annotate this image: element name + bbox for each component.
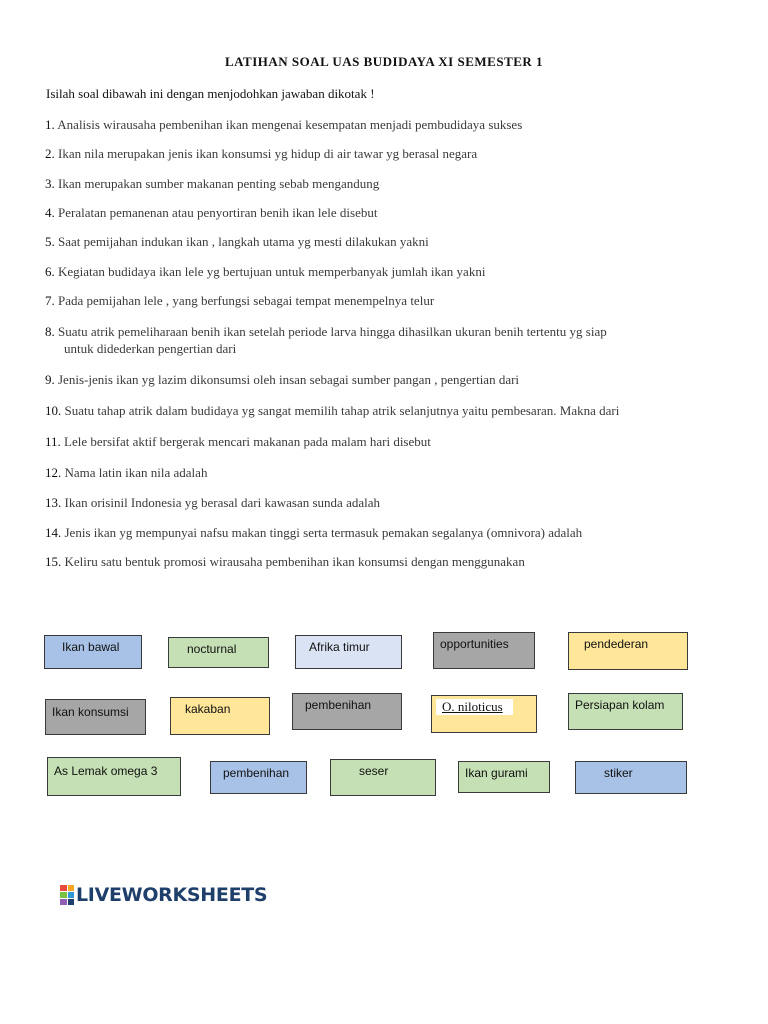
answer-box[interactable]: stiker — [575, 761, 687, 794]
question-number: 12. — [45, 465, 62, 480]
question-text: Ikan merupakan sumber makanan penting sebab mengandung — [54, 176, 380, 191]
page-title: LATIHAN SOAL UAS BUDIDAYA XI SEMESTER 1 — [224, 54, 544, 69]
question-number: 13. — [45, 495, 62, 510]
question-text: Keliru satu bentuk promosi wirausaha pembenihan ikan konsumsi dengan menggunakan — [61, 554, 525, 569]
question-number: 8. — [45, 324, 55, 339]
question-item — [45, 495, 380, 511]
instruction-text: Isilah soal dibawah ini dengan menjodohkan jawaban dikotak ! — [46, 86, 375, 101]
question-text: Pada pemijahan lele , yang berfungsi sebagai tempat menempelnya telur — [54, 293, 435, 308]
answer-box[interactable]: kakaban — [170, 697, 270, 735]
answer-box[interactable]: seser — [330, 759, 436, 796]
question-number: 4. — [45, 205, 55, 220]
question-number: 7. — [45, 293, 55, 308]
question-text: Nama latin ikan nila adalah — [61, 465, 208, 480]
question-item — [45, 434, 431, 450]
answer-box[interactable]: As Lemak omega 3 — [47, 757, 181, 796]
question-text: Jenis ikan yg mempunyai nafsu makan tinggi serta termasuk pemakan segalanya (omnivora) adalah — [61, 525, 583, 540]
question-item — [45, 372, 519, 388]
question-text: Suatu tahap atrik dalam budidaya yg sangat memilih tahap atrik selanjutnya yaitu pembesaran. Makna dari — [61, 403, 620, 418]
question-item — [45, 117, 522, 133]
liveworksheets-logo — [60, 884, 267, 906]
question-text-continued: untuk didederkan pengertian dari — [64, 341, 237, 356]
answer-text: O. niloticus — [436, 699, 513, 715]
question-text: Lele bersifat aktif bergerak mencari makanan pada malam hari disebut — [60, 434, 431, 449]
question-text: Ikan orisinil Indonesia yg berasal dari kawasan sunda adalah — [61, 495, 381, 510]
question-item — [45, 205, 377, 221]
answer-box[interactable]: nocturnal — [168, 637, 269, 668]
question-number: 5. — [45, 234, 55, 249]
answer-box[interactable] — [431, 695, 537, 733]
question-item — [45, 554, 525, 570]
question-item — [45, 264, 485, 280]
question-number: 11. — [45, 434, 61, 449]
question-number: 6. — [45, 264, 55, 279]
answer-box[interactable]: Persiapan kolam — [568, 693, 683, 730]
question-item — [45, 525, 582, 541]
question-item — [45, 234, 429, 250]
question-number: 1. — [45, 117, 55, 132]
answer-box[interactable]: pembenihan — [292, 693, 402, 730]
question-item — [45, 176, 379, 192]
question-text: Ikan nila merupakan jenis ikan konsumsi yg hidup di air tawar yg berasal negara — [54, 146, 478, 161]
answer-box[interactable]: opportunities — [433, 632, 535, 669]
question-item — [45, 293, 434, 309]
question-text: Saat pemijahan indukan ikan , langkah utama yg mesti dilakukan yakni — [54, 234, 429, 249]
question-item — [45, 465, 207, 481]
liveworksheets-logo-icon — [60, 885, 74, 905]
question-text: Analisis wirausaha pembenihan ikan mengenai kesempatan menjadi pembudidaya sukses — [54, 117, 523, 132]
question-number: 14. — [45, 525, 62, 540]
question-text: Suatu atrik pemeliharaan benih ikan setelah periode larva hingga dihasilkan ukuran benih tertentu yg siap — [54, 324, 607, 339]
answer-box[interactable]: Afrika timur — [295, 635, 402, 669]
question-item — [45, 324, 607, 340]
question-text: Peralatan pemanenan atau penyortiran benih ikan lele disebut — [54, 205, 378, 220]
logo-text: LIVEWORKSHEETS — [76, 884, 268, 906]
question-text: Jenis-jenis ikan yg lazim dikonsumsi oleh insan sebagai sumber pangan , pengertian dari — [54, 372, 520, 387]
question-number: 10. — [45, 403, 62, 418]
question-item — [45, 403, 619, 419]
answer-box[interactable]: pembenihan — [210, 761, 307, 794]
question-number: 3. — [45, 176, 55, 191]
question-number: 9. — [45, 372, 55, 387]
question-text: Kegiatan budidaya ikan lele yg bertujuan untuk memperbanyak jumlah ikan yakni — [54, 264, 486, 279]
answer-box[interactable]: Ikan bawal — [44, 635, 142, 669]
answer-box[interactable]: Ikan konsumsi — [45, 699, 146, 735]
answer-box[interactable]: pendederan — [568, 632, 688, 670]
answer-box[interactable]: Ikan gurami — [458, 761, 550, 793]
question-number: 2. — [45, 146, 55, 161]
question-item — [45, 146, 477, 162]
question-number: 15. — [45, 554, 62, 569]
